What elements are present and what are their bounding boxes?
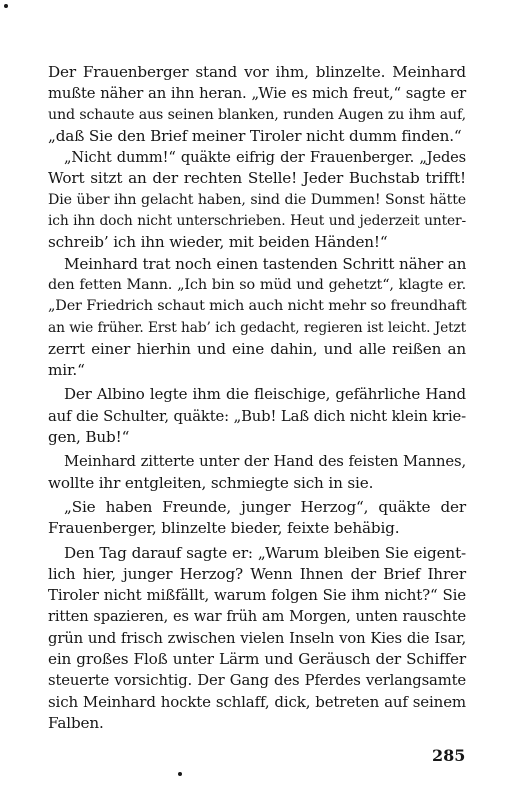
text-line: Die über ihn gelacht haben, sind die Dummen! Sonst hätte (48, 191, 466, 208)
text-line: ein großes Floß unter Lärm und Geräusch der Schiffer (48, 650, 466, 669)
print-speck (178, 772, 182, 776)
text-line: mußte näher an ihn heran. „Wie es mich freut,“ sagte er (48, 85, 466, 103)
text-line: Meinhard trat noch einen tastenden Schritt näher an (64, 254, 467, 273)
text-line: den fetten Mann. „Ich bin so müd und gehetzt“, klagte er. (48, 276, 466, 293)
text-line: wollte ihr entgleiten, schmiegte sich in sie. (48, 473, 374, 492)
page-number: 285 (432, 746, 466, 765)
text-line: Tiroler nicht mißfällt, warum folgen Sie ihm nicht?“ Sie (48, 586, 466, 605)
text-line: Falben. (48, 713, 104, 732)
text-line: „Sie haben Freunde, junger Herzog“, quäkte der (64, 497, 466, 516)
text-line: mir.“ (48, 361, 85, 380)
text-line: sich Meinhard hockte schlaff, dick, betreten auf seinem (48, 692, 466, 711)
text-line: Frauenberger, blinzelte bieder, feixte behäbig. (48, 519, 400, 538)
text-line: „daß Sie den Brief meiner Tiroler nicht dumm finden.“ (48, 126, 462, 145)
text-line: auf die Schulter, quäkte: „Bub! Laß dich nicht klein krie- (48, 407, 466, 425)
text-line: „Der Friedrich schaut mich auch nicht mehr so freundhaft (48, 298, 467, 315)
text-line: und schaute aus seinen blanken, runden Augen zu ihm auf, (48, 106, 466, 123)
text-line: Meinhard zitterte unter der Hand des feisten Mannes, (64, 453, 466, 471)
text-line: lich hier, junger Herzog? Wenn Ihnen der Brief Ihrer (48, 564, 466, 583)
print-speck (4, 4, 8, 8)
text-line: ritten spazieren, es war früh am Morgen, unten rauschte (48, 608, 466, 626)
text-line: „Nicht dumm!“ quäkte eifrig der Frauenberger. „Jedes (64, 149, 466, 167)
text-line: Der Frauenberger stand vor ihm, blinzelte. Meinhard (48, 63, 466, 81)
text-line: steuerte vorsichtig. Der Gang des Pferdes verlangsamte (48, 672, 466, 690)
text-line: schreib’ ich ihn wieder, mit beiden Händen!“ (48, 233, 388, 252)
text-line: an wie früher. Erst hab’ ich gedacht, regieren ist leicht. Jetzt (48, 319, 466, 336)
text-line: Der Albino legte ihm die fleischige, gefährliche Hand (64, 385, 466, 404)
text-line: Wort sitzt an der rechten Stelle! Jeder Buchstab trifft! (48, 169, 466, 188)
text-line: ich ihn doch nicht unterschrieben. Heut und jederzeit unter- (48, 213, 466, 230)
text-line: gen, Bub!“ (48, 428, 130, 447)
text-line: Den Tag darauf sagte er: „Warum bleiben Sie eigent- (64, 543, 466, 562)
text-line: grün und frisch zwischen vielen Inseln von Kies die Isar, (48, 629, 466, 647)
body-text (48, 62, 466, 734)
text-line: zerrt einer hierhin und eine dahin, und alle reißen an (48, 339, 466, 358)
